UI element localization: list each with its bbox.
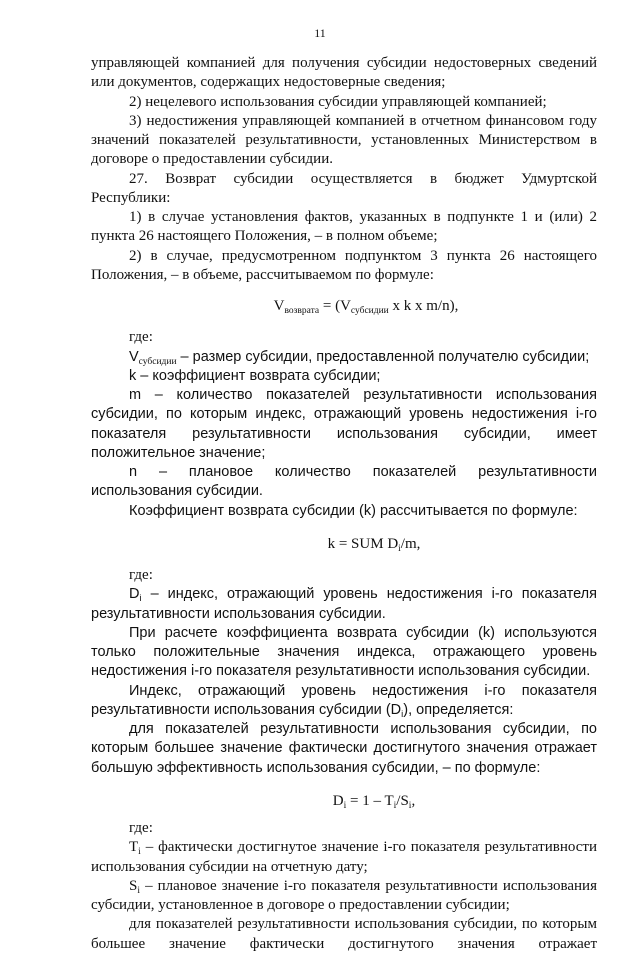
formula-v-subsidy-subscript: субсидии — [350, 306, 389, 316]
definition-v-subsidy — [91, 348, 597, 367]
def-s-subscript: i — [137, 885, 140, 896]
paragraph-calculation: При расчете коэффициента возврата субсидии (k) используются только положительные значения индекса, отражающего уровень недостижения i-го показателя результативности использования субсидии. — [91, 624, 597, 680]
paragraph-indicators-1: для показателей результативности использования субсидии, по которым большее значение фактически достигнутого значения отражает большую эффективность использования субсидии, – по формуле: — [91, 721, 597, 776]
definition-n: n – плановое количество показателей результативности использования субсидии. — [91, 464, 597, 500]
formula-coefficient — [91, 535, 597, 554]
formula-return-amount — [91, 297, 597, 316]
def-s-symbol: S — [129, 877, 138, 894]
def-t-subscript: i — [138, 847, 141, 858]
paragraph-coefficient: Коэффициент возврата субсидии (k) рассчитывается по формуле: — [129, 502, 578, 519]
formula-d-end: , — [411, 792, 416, 809]
paragraph-index-subscript: i — [401, 708, 404, 720]
page-number: 11 — [314, 26, 326, 40]
def-t-symbol: T — [129, 839, 139, 856]
definition-d — [91, 585, 597, 624]
def-t-text: – фактически достигнутое значение i-го показателя результативности использования субсидии на отчетную дату; — [91, 839, 597, 875]
paragraph-27-item-2: 2) в случае, предусмотренном подпунктом 3 пункта 26 настоящего Положения, – в объеме, рассчитываемом по формуле: — [91, 247, 597, 283]
where-label-3: где: — [129, 820, 153, 836]
formula-k-pre: k = SUM D — [327, 535, 399, 552]
paragraph-27: 27. Возврат субсидии осуществляется в бюджет Удмуртской Республики: — [91, 170, 597, 206]
formula-k-subscript: i — [398, 543, 401, 554]
paragraph-continuation: управляющей компанией для получения субсидии недостоверных сведений или документов, содержащих недостоверные сведения; — [91, 55, 597, 91]
paragraph-item-3: 3) недостижения управляющей компанией в отчетном финансовом году значений показателей результативности, установленных Министерством в договоре о предоставлении субсидии. — [91, 112, 597, 168]
formula-return-rhs: x k x m/n), — [388, 298, 459, 314]
formula-d-mid: = 1 – T — [346, 792, 394, 809]
paragraph-index-post: ), определяется: — [403, 701, 514, 718]
paragraph-indicators-2: для показателей результативности использования субсидии, по которым большее значение фактически достигнутого значения отражает — [91, 916, 597, 952]
def-v-symbol: V — [129, 348, 139, 365]
formula-t-subscript: i — [393, 800, 397, 811]
paragraph-index — [91, 682, 597, 721]
formula-k-post: /m, — [400, 535, 421, 552]
formula-v-return-subscript: возврата — [284, 306, 320, 316]
paragraph-27-item-1: 1) в случае установления фактов, указанных в подпункте 1 и (или) 2 пункта 26 настоящего Положения, – в полном объеме; — [91, 209, 597, 245]
paragraph-item-2: 2) нецелевого использования субсидии управляющей компанией; — [129, 93, 547, 110]
def-d-symbol: D — [129, 586, 140, 603]
formula-s-subscript: i — [408, 800, 412, 811]
where-label-2: где: — [129, 567, 153, 583]
paragraph-index-pre: Индекс, отражающий уровень недостижения i-го показателя результативности использования субсидии (D — [91, 682, 597, 718]
document-body — [91, 54, 597, 954]
formula-d-symbol: D — [332, 792, 344, 809]
definition-t — [91, 838, 597, 877]
formula-slash-s: /S — [396, 792, 409, 809]
formula-index — [91, 792, 597, 811]
formula-v-subsidy-symbol: = (V — [319, 298, 351, 314]
formula-d-subscript: i — [343, 800, 347, 811]
def-d-text: – индекс, отражающий уровень недостижения i-го показателя результативности использования субсидии. — [91, 586, 597, 622]
where-label-1: где: — [129, 329, 153, 346]
definition-s — [91, 877, 597, 916]
formula-v-return-symbol: V — [273, 298, 285, 314]
definition-m: m – количество показателей результативности использования субсидии, по которым индекс, отражающий уровень недостижения i-го показателя результативности использования субсидии, имеет положительное значение; — [91, 387, 597, 461]
def-s-text: – плановое значение i-го показателя результативности использования субсидии, установленное в договоре о предоставлении субсидии; — [91, 877, 597, 913]
definition-k: k – коэффициент возврата субсидии; — [129, 367, 381, 384]
def-v-text: – размер субсидии, предоставленной получателю субсидии; — [176, 348, 590, 365]
def-v-subscript: субсидии — [138, 356, 177, 367]
def-d-subscript: i — [139, 593, 142, 605]
